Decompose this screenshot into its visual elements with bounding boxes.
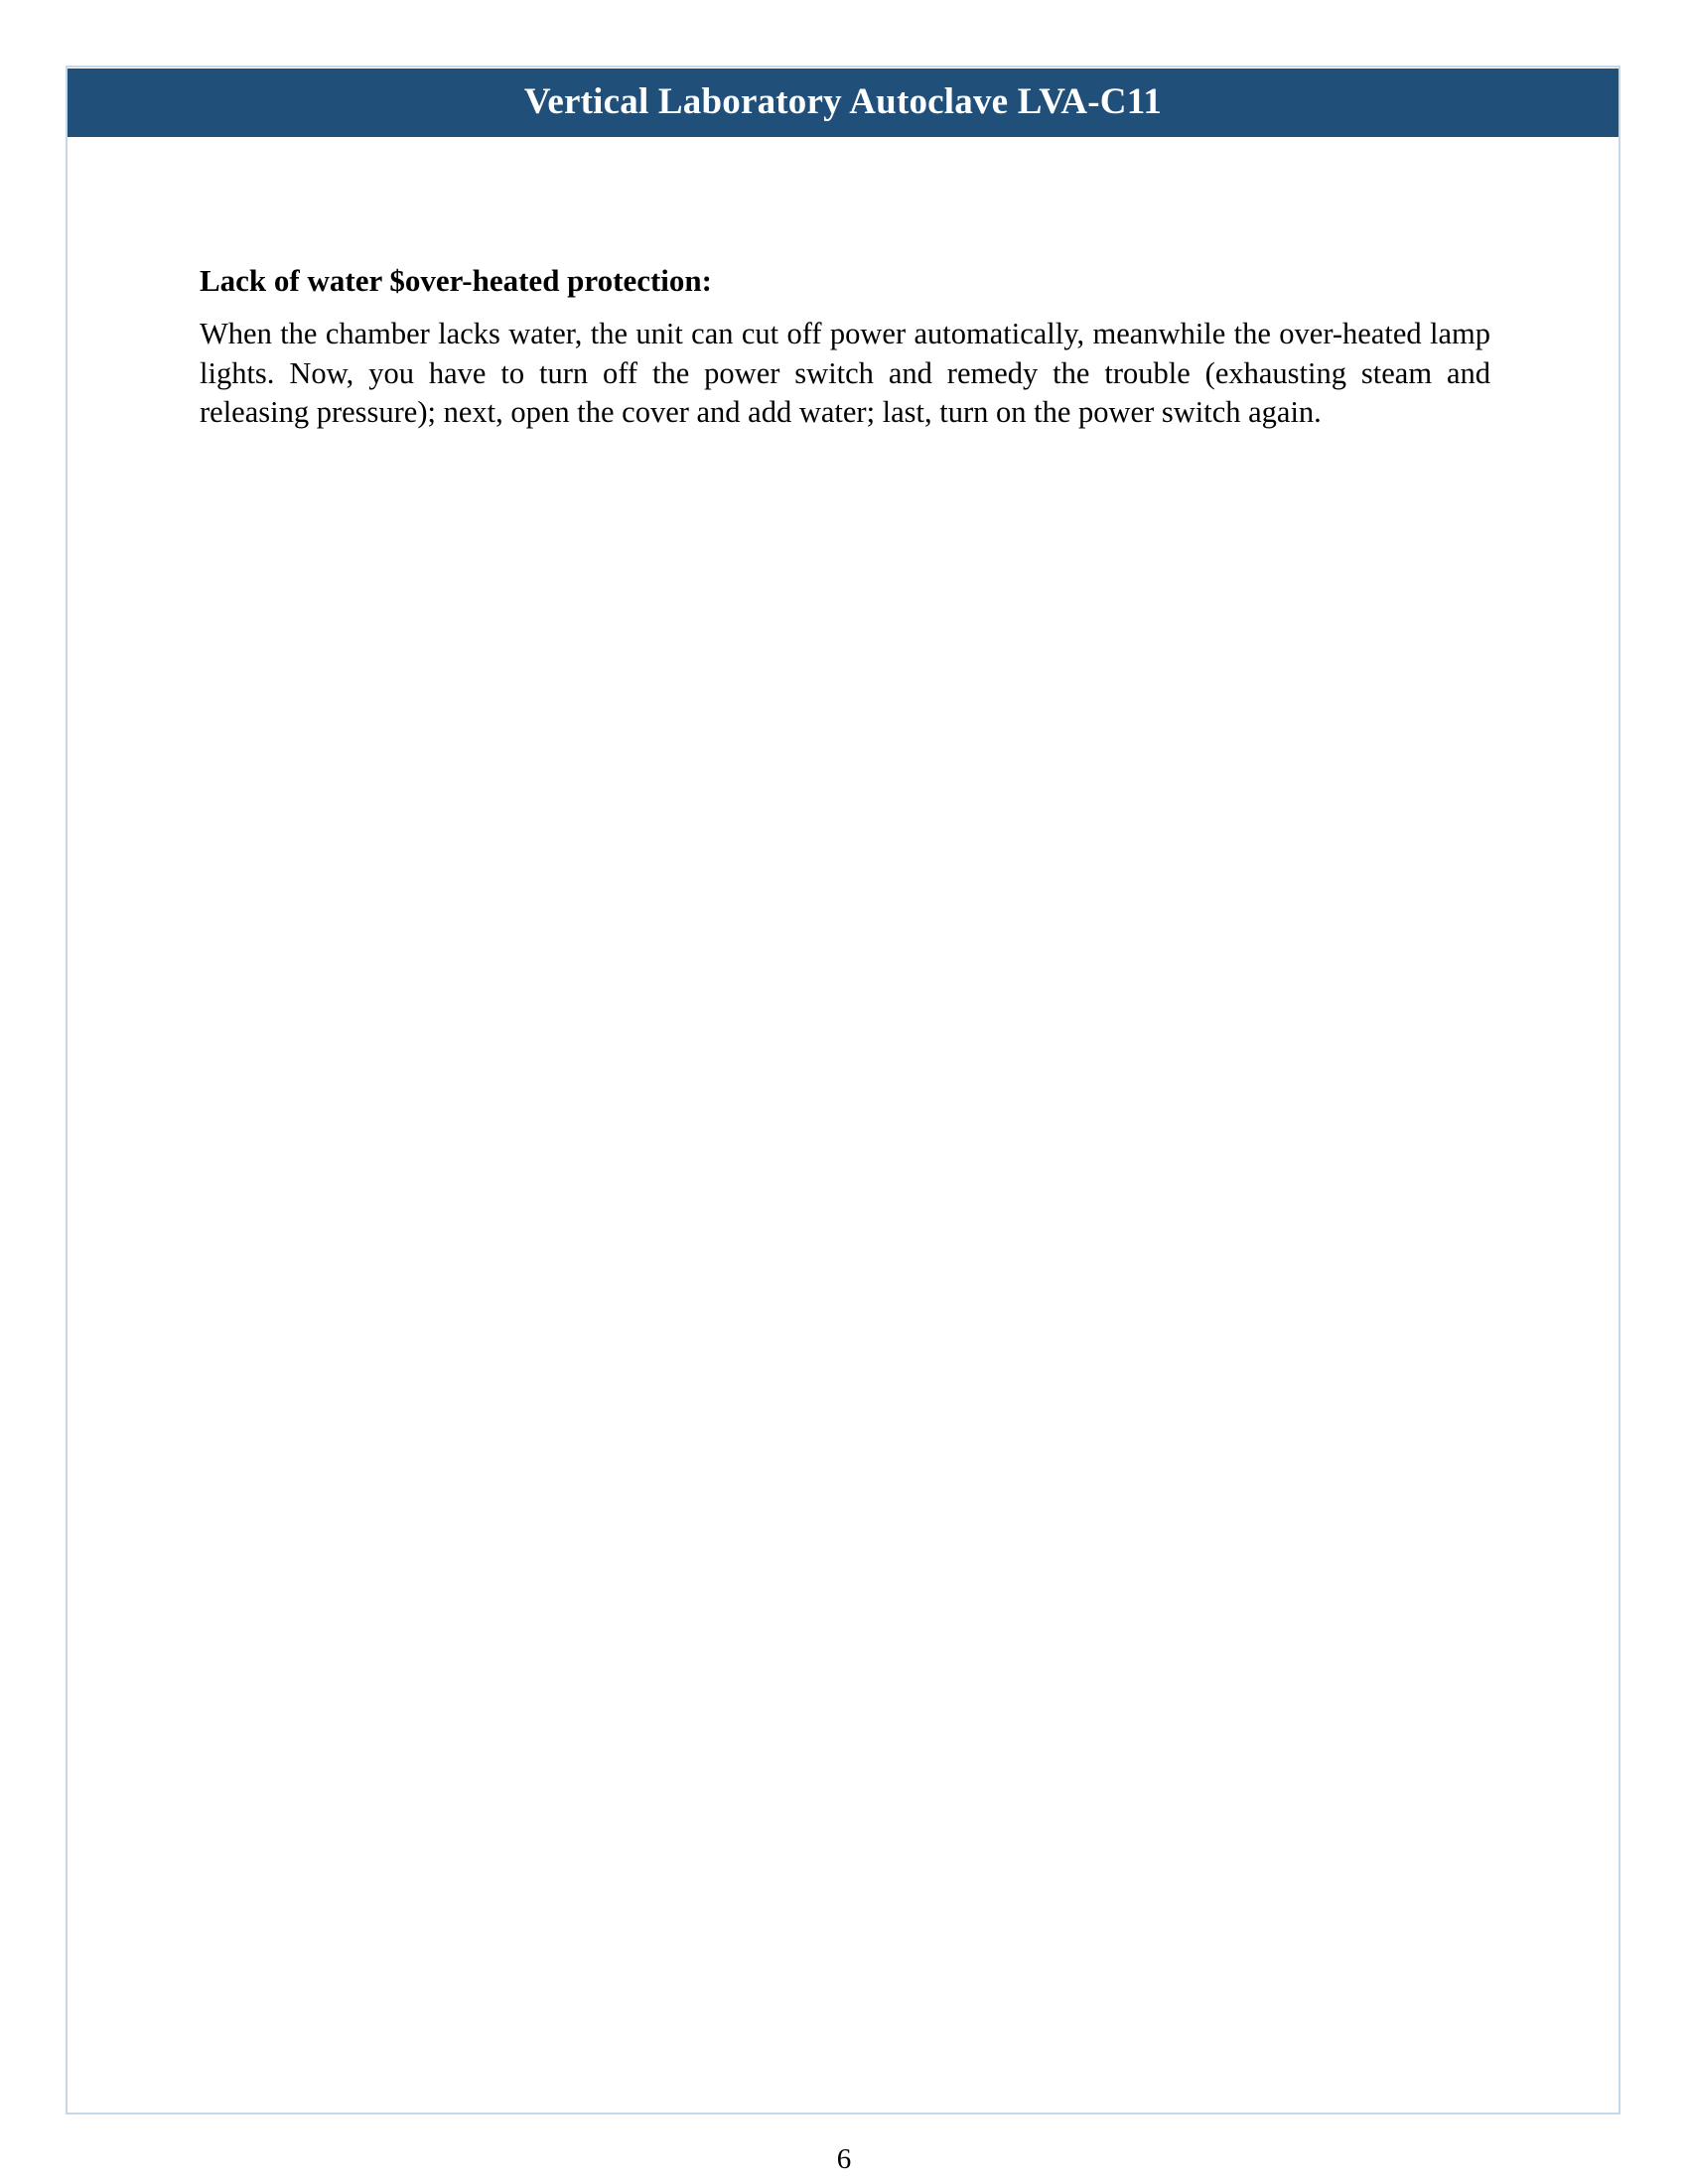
document-title: Vertical Laboratory Autoclave LVA-C11 [523,81,1163,122]
section-heading: Lack of water $over-heated protection: [200,263,712,298]
page-content [200,261,1490,433]
page-number: 6 [836,2143,852,2175]
document-header [68,68,1618,137]
section-body: When the chamber lacks water, the unit can cut off power automatically, meanwhile the over-heated lamp lights. Now, you have to turn off the power switch and remedy the trouble (exhausting steam and releasing pressure); next, open the cover and add water; last, turn on the power switch again. [200,317,1490,429]
